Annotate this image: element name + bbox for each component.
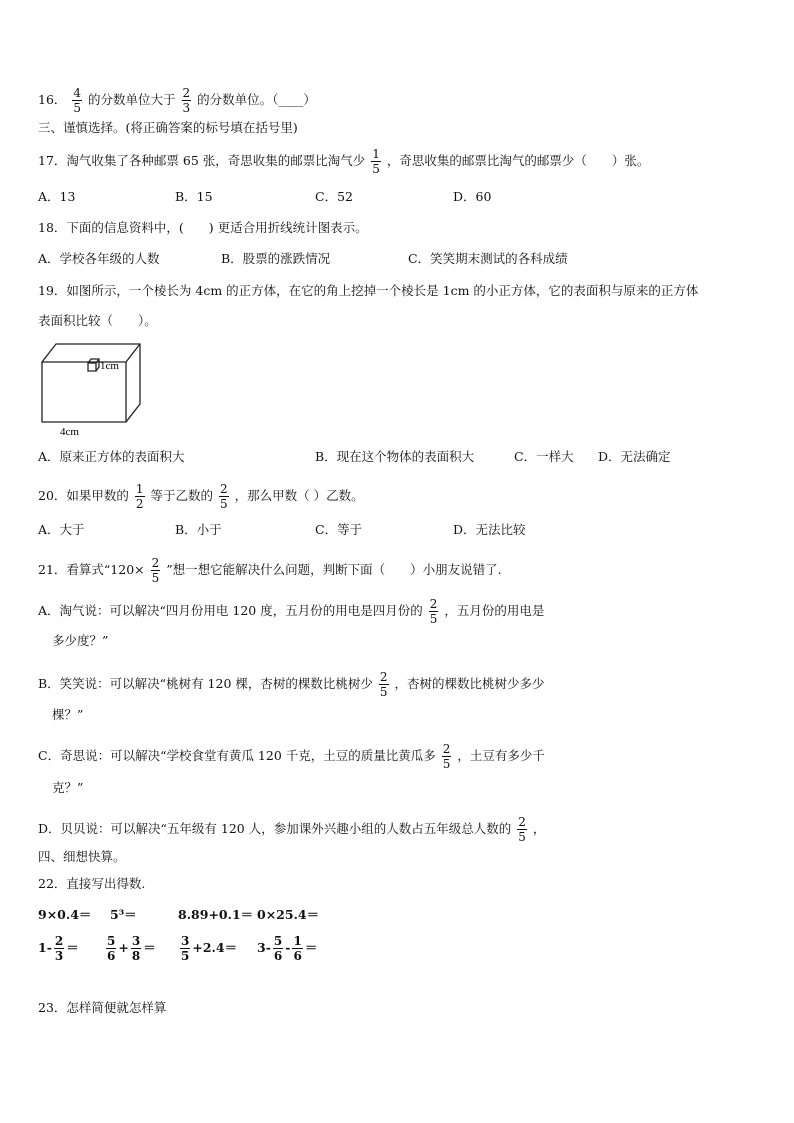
small-cube-label: 1cm [100, 360, 119, 372]
section-heading-3: 三、谨慎选择。(将正确答案的标号填在括号里) [38, 120, 298, 135]
option-c[interactable]: C．奇思说：可以解决“学校食堂有黄瓜 120 千克，土豆的质量比黄瓜多 $\frac{2}{5}$ ，土豆有多少千 [38, 742, 545, 771]
fraction: $\frac{1}{5}$ [372, 147, 380, 176]
option-b[interactable]: B．15 [175, 189, 213, 204]
option-b[interactable]: B．小于 [175, 522, 222, 537]
calc-item: 3- $\frac{5}{6}$ - $\frac{1}{6}$ ＝ [257, 934, 318, 963]
fraction: $\frac{2}{5}$ [379, 670, 388, 699]
fraction: $\frac{2}{5}$ [518, 815, 526, 844]
question-16: 16． $\frac{4}{5}$ 的分数单位大于 $\frac{2}{3}$ 的分数单位。（____） [38, 86, 316, 115]
option-a[interactable]: A．淘气说：可以解决“四月份用电 120 度，五月份的用电是四月份的 $\frac{2}{5}$ ，五月份的用电是 [38, 597, 545, 626]
calc-item: 9×0.4＝ [38, 907, 92, 922]
option-b[interactable]: B．现在这个物体的表面积大 [315, 449, 475, 464]
option-c[interactable]: C．52 [315, 189, 353, 204]
option-a-continued: 多少度？” [52, 633, 109, 648]
question-18: 18．下面的信息资料中，( ) 更适合用折线统计图表示。 [38, 220, 368, 235]
option-c[interactable]: C．一样大 [514, 449, 574, 464]
calc-item: $\frac{3}{5}$ +2.4＝ [181, 934, 238, 963]
fraction: $\frac{2}{5}$ [442, 742, 451, 771]
fraction: $\frac{1}{2}$ [135, 482, 144, 511]
section-heading-4: 四、细想快算。 [38, 849, 126, 864]
option-d[interactable]: D．无法比较 [453, 522, 526, 537]
calc-item: $\frac{5}{6}$ + $\frac{3}{8}$ ＝ [107, 934, 156, 963]
option-b[interactable]: B．股票的涨跌情况 [221, 251, 331, 266]
fraction: $\frac{2}{5}$ [220, 482, 228, 511]
option-a[interactable]: A．原来正方体的表面积大 [38, 449, 185, 464]
option-b-continued: 棵？” [52, 707, 84, 722]
question-21: 21．看算式“120× $\frac{2}{5}$ ”想一想它能解决什么问题，判断下面（ ）小朋友说错了. [38, 556, 502, 585]
question-17: 17．淘气收集了各种邮票 65 张，奇思收集的邮票比淘气少 $\frac{1}{5}$ ，奇思收集的邮票比淘气的邮票少（ ）张。 [38, 147, 650, 176]
fraction: $\frac{2}{5}$ [429, 597, 438, 626]
option-d[interactable]: D．无法确定 [598, 449, 671, 464]
option-d[interactable]: D．贝贝说：可以解决“五年级有 120 人，参加课外兴趣小组的人数占五年级总人数的 $\frac{2}{5}$ ， [38, 815, 546, 844]
question-22: 22．直接写出得数. [38, 876, 146, 891]
option-d[interactable]: D．60 [453, 189, 492, 204]
fraction: $\frac{2}{5}$ [151, 556, 160, 585]
big-cube-label: 4cm [60, 426, 79, 438]
calc-item: 8.89+0.1＝ [178, 907, 254, 922]
question-19-line2: 表面积比较（ ）。 [38, 313, 157, 328]
option-c[interactable]: C．笑笑期末测试的各科成绩 [408, 251, 568, 266]
fraction: $\frac{4}{5}$ [73, 86, 82, 115]
question-20: 20．如果甲数的 $\frac{1}{2}$ 等于乙数的 $\frac{2}{5}$ ，那么甲数（ ）乙数。 [38, 482, 364, 511]
calc-item: 0×25.4＝ [257, 907, 320, 922]
cube-figure [36, 338, 146, 438]
question-19-line1: 19．如图所示，一个棱长为 4cm 的正方体，在它的角上挖掉一个棱长是 1cm 的小正方体，它的表面积与原来的正方体 [38, 283, 699, 298]
option-b[interactable]: B．笑笑说：可以解决“桃树有 120 棵，杏树的棵数比桃树少 $\frac{2}{5}$ ，杏树的棵数比桃树少多少 [38, 670, 545, 699]
option-a[interactable]: A．大于 [38, 522, 85, 537]
option-a[interactable]: A．学校各年级的人数 [38, 251, 160, 266]
question-23: 23．怎样简便就怎样算 [38, 1000, 167, 1015]
fraction: $\frac{2}{3}$ [182, 86, 191, 115]
answer-blank[interactable]: ____ [278, 92, 304, 107]
option-c-continued: 克？” [52, 780, 84, 795]
option-c[interactable]: C．等于 [315, 522, 363, 537]
calc-item: 1- $\frac{2}{3}$ ＝ [38, 934, 79, 963]
option-a[interactable]: A．13 [38, 189, 76, 204]
calc-item: 5³＝ [110, 907, 137, 922]
